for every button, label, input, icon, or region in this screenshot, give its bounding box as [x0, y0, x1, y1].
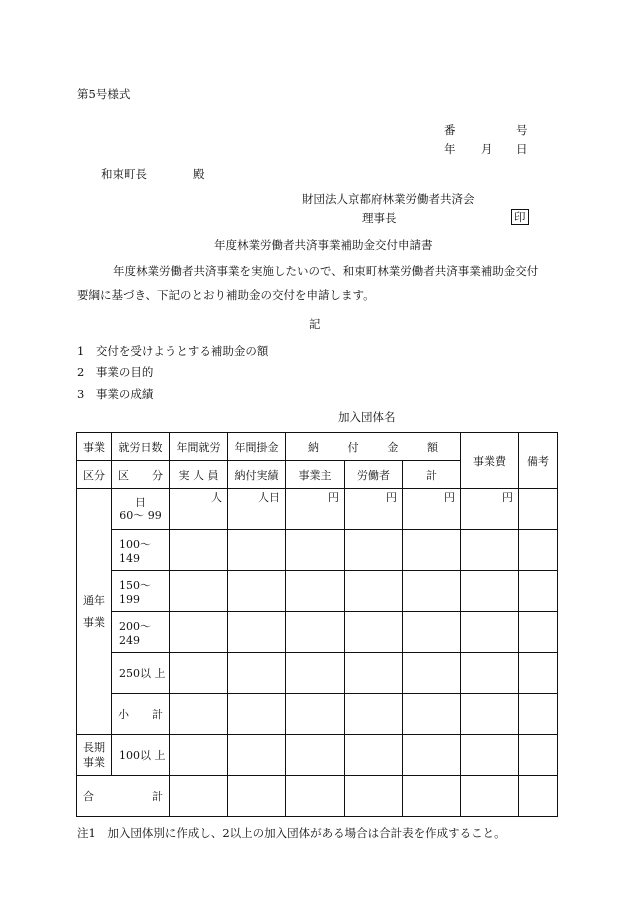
unit-yen-cost: 円 — [461, 489, 519, 530]
table-cell — [170, 735, 228, 776]
table-caption: 加入団体名 — [338, 410, 396, 424]
seal-mark: 印 — [511, 209, 529, 225]
table-cell — [345, 694, 403, 735]
header-payment-char-4: 額 — [427, 440, 439, 454]
table-cell — [228, 612, 286, 653]
range-150-199: 150～199 — [112, 571, 170, 612]
body-line-2: 要綱に基づき、下記のとおり補助金の交付を申請します。 — [77, 288, 375, 302]
table-cell — [519, 735, 558, 776]
table-cell — [461, 653, 519, 694]
table-cell — [403, 694, 461, 735]
table-cell — [345, 735, 403, 776]
table-cell — [345, 776, 403, 817]
table-cell — [286, 653, 345, 694]
table-cell — [286, 530, 345, 571]
table-cell — [345, 571, 403, 612]
item-1: 1 交付を受けようとする補助金の額 — [77, 344, 269, 358]
header-actual-persons: 実 人 員 — [170, 461, 228, 489]
subtotal-label — [112, 694, 170, 735]
group-choki-line-1: 長期 — [83, 741, 105, 754]
table-cell — [170, 571, 228, 612]
range-250-over: 250以 上 — [112, 653, 170, 694]
unit-day: 日 — [135, 496, 146, 509]
header-payment-char-1: 納 — [308, 440, 319, 454]
unit-yen-employer: 円 — [286, 489, 345, 530]
header-days-ku: 区 — [118, 468, 129, 482]
group-tsunen-line-2: 事業 — [83, 615, 105, 629]
grand-total-char-2: 計 — [152, 790, 163, 803]
table-cell — [170, 653, 228, 694]
unit-yen-total: 円 — [403, 489, 461, 530]
subtotal-char-2: 計 — [152, 708, 163, 721]
header-remarks: 備考 — [519, 433, 558, 489]
header-days-bun: 分 — [152, 468, 163, 482]
table-cell — [519, 776, 558, 817]
number-label-ban: 番 — [444, 123, 456, 137]
group-tsunen-line-1: 通年 — [83, 593, 105, 607]
table-cell — [286, 571, 345, 612]
table-cell — [286, 735, 345, 776]
table-cell — [461, 612, 519, 653]
header-annual-premium: 年間掛金 — [228, 433, 286, 461]
header-jigyo: 事業 — [77, 433, 112, 461]
performance-table — [76, 432, 558, 817]
group-tsunen — [77, 489, 112, 735]
date-month: 月 — [481, 142, 493, 156]
table-cell — [170, 530, 228, 571]
header-kubun: 区分 — [77, 461, 112, 489]
table-cell — [519, 571, 558, 612]
table-cell — [286, 694, 345, 735]
table-cell — [519, 612, 558, 653]
table-cell — [519, 653, 558, 694]
table-cell — [228, 530, 286, 571]
table-cell — [228, 653, 286, 694]
header-employer: 事業主 — [286, 461, 345, 489]
table-cell — [286, 776, 345, 817]
document-title: 年度林業労働者共済事業補助金交付申請書 — [214, 238, 433, 252]
subtotal-char-1: 小 — [118, 708, 129, 721]
grand-total-char-1: 合 — [83, 790, 94, 803]
range-60-99 — [112, 489, 170, 530]
table-cell — [286, 612, 345, 653]
group-choki — [77, 735, 112, 776]
table-cell — [170, 694, 228, 735]
table-cell — [345, 612, 403, 653]
table-cell — [170, 776, 228, 817]
range-60-99-label: 60～ 99 — [119, 509, 162, 522]
item-2: 2 事業の目的 — [77, 365, 154, 379]
applicant-org: 財団法人京都府林業労働者共済会 — [302, 192, 475, 206]
table-cell — [461, 530, 519, 571]
applicant-title: 理事長 — [362, 211, 397, 225]
addressee-honorific: 殿 — [193, 167, 205, 181]
unit-personday: 人日 — [228, 489, 286, 530]
table-cell — [519, 530, 558, 571]
table-cell — [228, 694, 286, 735]
unit-yen-laborer: 円 — [345, 489, 403, 530]
header-project-cost: 事業費 — [461, 433, 519, 489]
table-cell — [403, 571, 461, 612]
header-days-category — [112, 461, 170, 489]
header-laborer: 労働者 — [345, 461, 403, 489]
table-cell — [461, 571, 519, 612]
table-cell — [519, 694, 558, 735]
header-annual-workers: 年間就労 — [170, 433, 228, 461]
date-year: 年 — [444, 142, 456, 156]
table-cell — [519, 489, 558, 530]
header-total: 計 — [403, 461, 461, 489]
table-cell — [403, 612, 461, 653]
table-cell — [345, 653, 403, 694]
header-paid-record: 納付実績 — [228, 461, 286, 489]
header-payment-char-3: 金 — [387, 440, 399, 454]
table-cell — [228, 735, 286, 776]
unit-person: 人 — [170, 489, 228, 530]
range-100-149: 100～149 — [112, 530, 170, 571]
table-cell — [403, 530, 461, 571]
table-cell — [170, 612, 228, 653]
header-payment-amount — [286, 433, 461, 461]
group-choki-line-2: 事業 — [83, 756, 105, 769]
body-line-1: 年度林業労働者共済事業を実施したいので、和束町林業労働者共済事業補助金交付 — [113, 264, 539, 278]
header-payment-char-2: 付 — [347, 440, 359, 454]
table-cell — [403, 735, 461, 776]
ki-heading: 記 — [309, 317, 321, 331]
table-cell — [461, 735, 519, 776]
table-cell — [228, 776, 286, 817]
table-cell — [403, 776, 461, 817]
form-number: 第5号様式 — [77, 87, 131, 101]
table-cell — [461, 776, 519, 817]
item-3: 3 事業の成績 — [77, 387, 154, 401]
footnote: 注1 加入団体別に作成し、2以上の加入団体がある場合は合計表を作成すること。 — [77, 826, 506, 840]
grand-total-label — [77, 776, 170, 817]
table-cell — [403, 653, 461, 694]
table-cell — [228, 571, 286, 612]
addressee-name: 和束町長 — [101, 167, 147, 181]
header-work-days: 就労日数 — [112, 433, 170, 461]
choki-range: 100以 上 — [112, 735, 170, 776]
date-day: 日 — [516, 142, 528, 156]
number-label-go: 号 — [516, 123, 528, 137]
table-cell — [345, 530, 403, 571]
range-200-249: 200～249 — [112, 612, 170, 653]
table-cell — [461, 694, 519, 735]
